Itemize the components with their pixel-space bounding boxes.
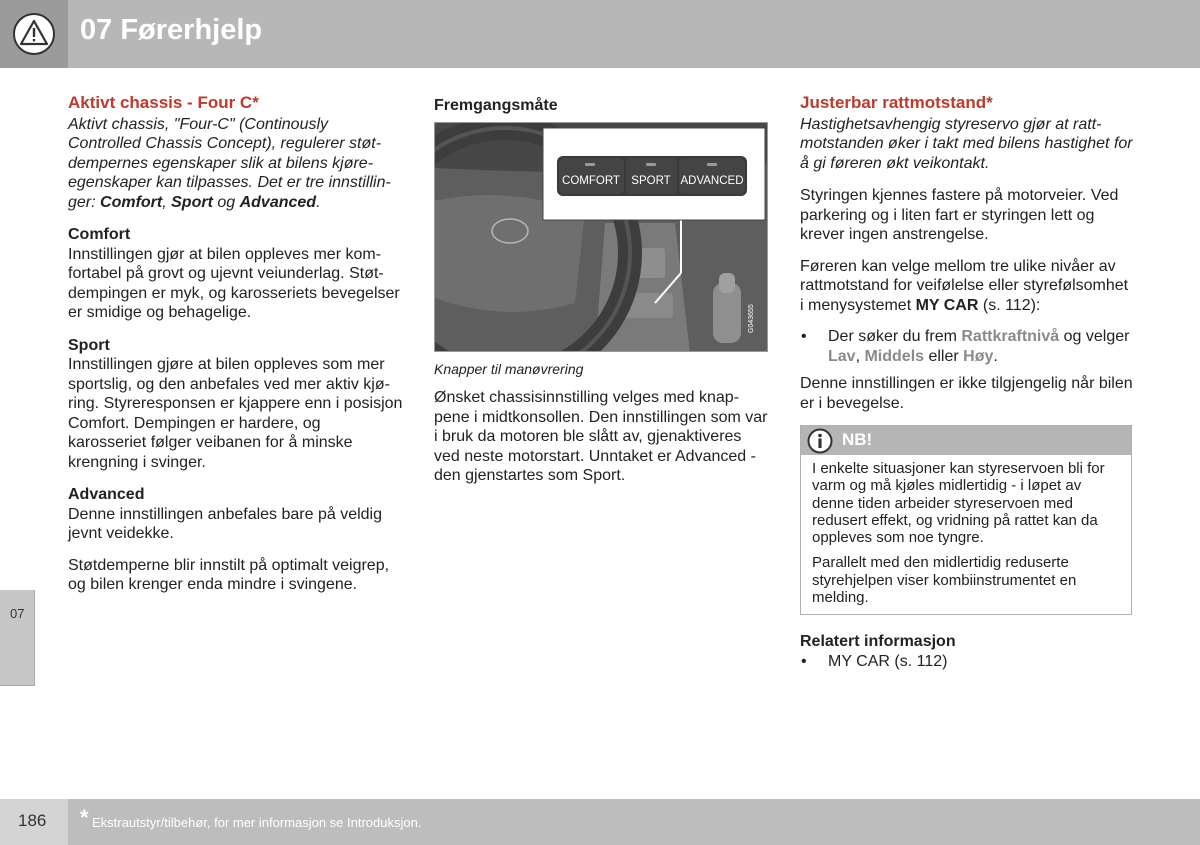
- steering-p2-pre: Føreren kan velge mellom tre ulike nivåer av rattmotstand for veifølelse eller styrefølsomhet i menysystemet: [800, 257, 1129, 314]
- warning-triangle-icon: [12, 12, 56, 56]
- chapter-side-tab-label: 07: [10, 606, 25, 621]
- advanced-button-label: ADVANCED: [680, 174, 744, 187]
- related-info-heading: Relatert informasjon: [800, 633, 956, 651]
- page-number-box: [0, 799, 68, 845]
- column-four-c: [68, 93, 403, 607]
- figure-code: G043655: [748, 303, 755, 333]
- footnote-star: *: [80, 805, 89, 830]
- page-footer: [0, 799, 1200, 845]
- related-info-item[interactable]: [800, 652, 1135, 672]
- header-icon-box: [0, 0, 68, 68]
- buttons-figure: [434, 122, 768, 352]
- steering-bullet-mid: og velger: [1059, 328, 1130, 345]
- footnote-text: Ekstrautstyr/tilbehør, for mer informasjon se Introduksjon.: [92, 815, 422, 830]
- footer-bar: [68, 799, 1200, 845]
- sport-text: Innstillingen gjøre at bilen oppleves som mer sportslig, og den anbefales ved mer aktiv kjøring. Styreresponsen er kjappere enn i posisjon Comfort. Dempingen er hardere, og karosseriet følger veibanen for å minske krengning i svinger.: [68, 356, 403, 471]
- note-box: [800, 425, 1132, 615]
- menu-option-medium: Middels: [864, 347, 925, 365]
- four-c-intro-sep2: og: [212, 193, 240, 211]
- comfort-heading: Comfort: [68, 226, 131, 243]
- page-number: 186: [18, 811, 47, 830]
- steering-p2-post: (s. 112):: [978, 296, 1041, 314]
- steering-bullet: [800, 327, 1135, 366]
- steering-bullet-sep1: ,: [855, 347, 865, 365]
- four-c-intro-sport: Sport: [171, 193, 213, 211]
- final-text: Støtdemperne blir innstilt på optimalt veigrep, og bilen krenger enda mindre i svingene.: [68, 556, 390, 593]
- menu-option-low: Lav: [828, 347, 856, 365]
- note-box-header: [801, 426, 1131, 455]
- note-box-body: [801, 455, 1131, 614]
- related-info-link[interactable]: MY CAR (s. 112): [828, 652, 948, 670]
- menu-steering-force-level: Rattkraftnivå: [961, 328, 1060, 345]
- four-c-intro-text: Aktivt chassis, "Four-C" (Continously Controlled Chassis Concept), regulerer støtdempernes egenskaper slik at bilens kjøreegenskaper kan tilpasses. Det er tre innstillinger:: [68, 115, 391, 211]
- comfort-text: Innstillingen gjør at bilen oppleves mer komfortabel på grovt og ujevnt veiunderlag. Støtdempingen er myk, og karosseriets bevegelser er smidige og behagelige.: [68, 245, 400, 321]
- sport-heading: Sport: [68, 336, 110, 354]
- column-procedure: [434, 93, 769, 498]
- steering-p3: Denne innstillingen er ikke tilgjengelig når bilen er i bevegelse.: [800, 375, 1133, 412]
- steering-bullet-pre: Der søker du frem: [828, 328, 962, 345]
- sport-button-label: SPORT: [631, 174, 671, 187]
- steering-p2: [800, 257, 1135, 316]
- steering-bullet-end: .: [993, 347, 998, 365]
- dashboard-illustration: [435, 123, 768, 352]
- four-c-intro-end: .: [316, 193, 321, 211]
- figure-caption: Knapper til manøvrering: [434, 360, 584, 377]
- four-c-intro-comfort: Comfort: [100, 193, 163, 211]
- note-box-title: NB!: [842, 430, 873, 449]
- comfort-button-label: COMFORT: [562, 174, 620, 187]
- steering-p1: Styringen kjennes fastere på motorveier. Ved parkering og i liten fart er styringen lett og krever ingen anstrengelse.: [800, 187, 1119, 243]
- chapter-header: [0, 0, 1200, 68]
- steering-bullet-sep2: eller: [924, 347, 964, 365]
- advanced-heading: Advanced: [68, 486, 145, 503]
- four-c-intro-advanced: Advanced: [239, 193, 317, 211]
- four-c-intro: [68, 115, 403, 213]
- chapter-title: 07 Førerhjelp: [80, 14, 263, 46]
- chapter-side-tab: [0, 590, 35, 686]
- menu-option-high: Høy: [963, 347, 994, 365]
- four-c-intro-sep1: ,: [162, 193, 172, 211]
- note-text-1: I enkelte situasjoner kan styreservoen bli for varm og må kjøles midlertidig - i løpet av denne tiden arbeider styreservoen med redusert effekt, og vridning på rattet kan da oppleves som noe tyngre.: [812, 460, 1105, 547]
- note-text-2: Parallelt med den midlertidig reduserte styrehjelpen viser kombiinstrumentet en melding.: [812, 554, 1077, 607]
- info-icon: [806, 427, 834, 455]
- advanced-text: Denne innstillingen anbefales bare på veldig jevnt veidekke.: [68, 505, 382, 542]
- section-title-four-c: Aktivt chassis - Four C*: [68, 93, 259, 112]
- section-title-steering: Justerbar rattmotstand*: [800, 93, 993, 112]
- column-steering: [800, 93, 1135, 679]
- steering-intro: Hastighetsavhengig styreservo gjør at rattmotstanden øker i takt med bilens hastighet for å gi føreren økt veikontakt.: [800, 115, 1133, 172]
- procedure-heading: Fremgangsmåte: [434, 97, 558, 114]
- procedure-text: Ønsket chassisinnstilling velges med knappene i midtkonsollen. Den innstillingen som var i bruk da motoren ble slått av, gjenaktiveres ved neste motorstart. Unntaket er Advanced - den gjenstartes som Sport.: [434, 389, 768, 484]
- my-car-menu: MY CAR: [915, 296, 979, 314]
